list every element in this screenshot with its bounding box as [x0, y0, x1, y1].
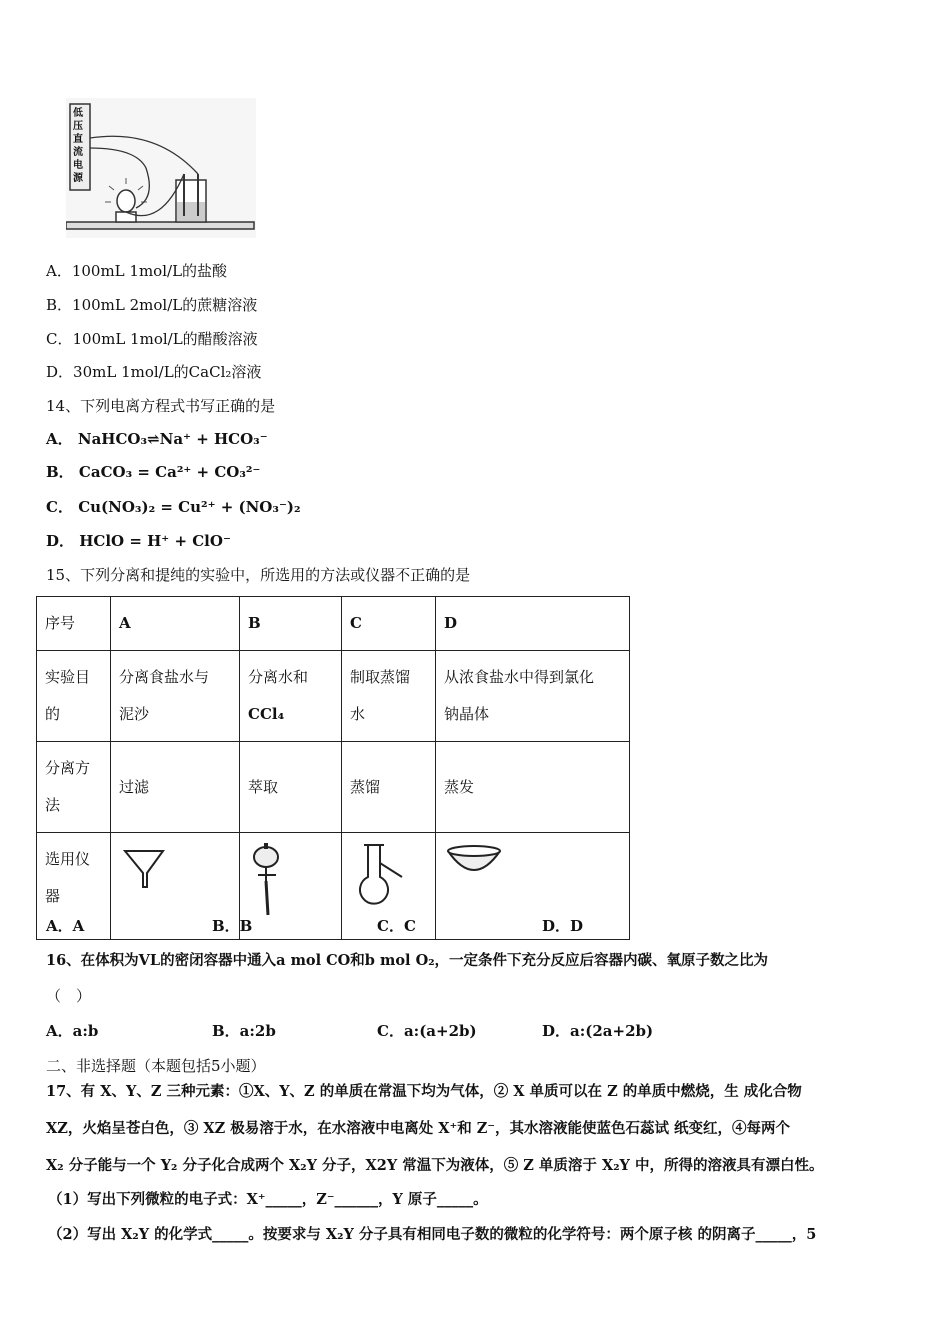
q14-option-c — [46, 496, 301, 517]
table-cell: D — [436, 597, 630, 651]
power-label-char: 流 — [73, 147, 83, 158]
power-label-char: 直 — [73, 134, 83, 145]
equation: HClO = H⁺ + ClO⁻ — [79, 532, 231, 550]
table-cell: 过滤 — [111, 742, 240, 833]
equation: CaCO₃ = Ca²⁺ + CO₃²⁻ — [78, 463, 261, 481]
q16-choice-b: B．a:2b — [212, 1022, 276, 1040]
q15-choices — [46, 915, 583, 936]
power-label-char: 压 — [73, 121, 83, 132]
q16-choices — [46, 1020, 653, 1041]
section-title: 二、非选择题（本题包括5小题） — [46, 1057, 266, 1075]
q17-sub2: （2）写出 X₂Y 的化学式_____。按要求与 X₂Y 分子具有相同电子数的微粒的化学符号：两个原子核 的阴离子_____，5 — [48, 1226, 817, 1243]
equation: Cu(NO₃)₂ = Cu²⁺ + (NO₃⁻)₂ — [78, 498, 301, 516]
table-cell: 选用仪 器 — [37, 833, 111, 940]
table-cell: 制取蒸馏 水 — [342, 651, 436, 742]
q14-option-b — [46, 461, 260, 482]
separatory-funnel-icon — [248, 841, 288, 917]
table-cell: 序号 — [37, 597, 111, 651]
q16-stem-line2: （ ） — [46, 987, 92, 1005]
q14-option-d — [46, 530, 231, 551]
q17-line2: XZ，火焰呈苍白色，③ XZ 极易溶于水，在水溶液中电离处 X⁺和 Z⁻，其水溶液能使蓝色石蕊试 纸变红，④每两个 — [46, 1120, 791, 1137]
table-cell: 实验目 的 — [37, 651, 111, 742]
q13-option-b: B．100mL 2mol/L的蔗糖溶液 — [46, 296, 258, 314]
table-cell: 分离水和 CCl₄ — [240, 651, 342, 742]
distillation-flask-icon — [350, 841, 406, 917]
q15-choice-c: C．C — [377, 917, 416, 935]
option-label: B． — [46, 463, 74, 481]
q15-choice-a: A．A — [46, 917, 85, 935]
q16-stem-line1: 16、在体积为VL的密闭容器中通入a mol CO和b mol O₂，一定条件下充分反应后容器内碳、氧原子数之比为 — [46, 952, 769, 969]
power-label-char: 电 — [73, 160, 83, 171]
q14-stem: 14、下列电离方程式书写正确的是 — [46, 397, 276, 415]
table-cell: 从浓食盐水中得到氯化 钠晶体 — [436, 651, 630, 742]
q13-option-c: C．100mL 1mol/L的醋酸溶液 — [46, 330, 258, 348]
table-cell: 萃取 — [240, 742, 342, 833]
table-cell: A — [111, 597, 240, 651]
power-label-char: 源 — [73, 173, 83, 184]
table-cell: 分离食盐水与 泥沙 — [111, 651, 240, 742]
table-cell: B — [240, 597, 342, 651]
option-label: D． — [46, 532, 75, 550]
q17-line1: 17、有 X、Y、Z 三种元素：①X、Y、Z 的单质在常温下均为气体，② X 单质可以在 Z 的单质中燃烧，生 成化合物 — [46, 1083, 802, 1100]
separation-methods-table — [36, 596, 630, 940]
option-label: A． — [46, 430, 73, 448]
table-row — [37, 597, 630, 651]
table-cell: C — [342, 597, 436, 651]
q17-line3: X₂ 分子能与一个 Y₂ 分子化合成两个 X₂Y 分子，X2Y 常温下为液体，⑤ Z 单质溶于 X₂Y 中，所得的溶液具有漂白性。 — [46, 1157, 824, 1174]
electrolysis-apparatus-figure — [66, 98, 256, 238]
option-label: C． — [46, 498, 73, 516]
q13-option-d: D．30mL 1mol/L的CaCl₂溶液 — [46, 363, 262, 381]
q13-option-a: A．100mL 1mol/L的盐酸 — [46, 262, 228, 280]
evaporating-dish-icon — [444, 841, 504, 881]
q15-stem: 15、下列分离和提纯的实验中，所选用的方法或仪器不正确的是 — [46, 566, 471, 584]
q14-option-a — [46, 428, 268, 449]
q15-choice-d: D．D — [542, 917, 584, 935]
table-cell: 分离方 法 — [37, 742, 111, 833]
funnel-icon — [119, 841, 169, 891]
q16-choice-a: A．a:b — [46, 1022, 99, 1040]
conductivity-apparatus-icon — [66, 98, 256, 238]
q17-sub1: （1）写出下列微粒的电子式：X⁺_____，Z⁻______，Y 原子_____。 — [48, 1191, 488, 1208]
table-row — [37, 742, 630, 833]
q16-choice-c: C．a:(a+2b) — [377, 1022, 477, 1040]
table-cell: 蒸发 — [436, 742, 630, 833]
q16-choice-d: D．a:(2a+2b) — [542, 1022, 654, 1040]
power-label-char: 低 — [73, 108, 83, 119]
table-row — [37, 651, 630, 742]
table-cell: 蒸馏 — [342, 742, 436, 833]
equation: NaHCO₃⇌Na⁺ + HCO₃⁻ — [77, 430, 268, 448]
q15-choice-b: B．B — [212, 917, 253, 935]
